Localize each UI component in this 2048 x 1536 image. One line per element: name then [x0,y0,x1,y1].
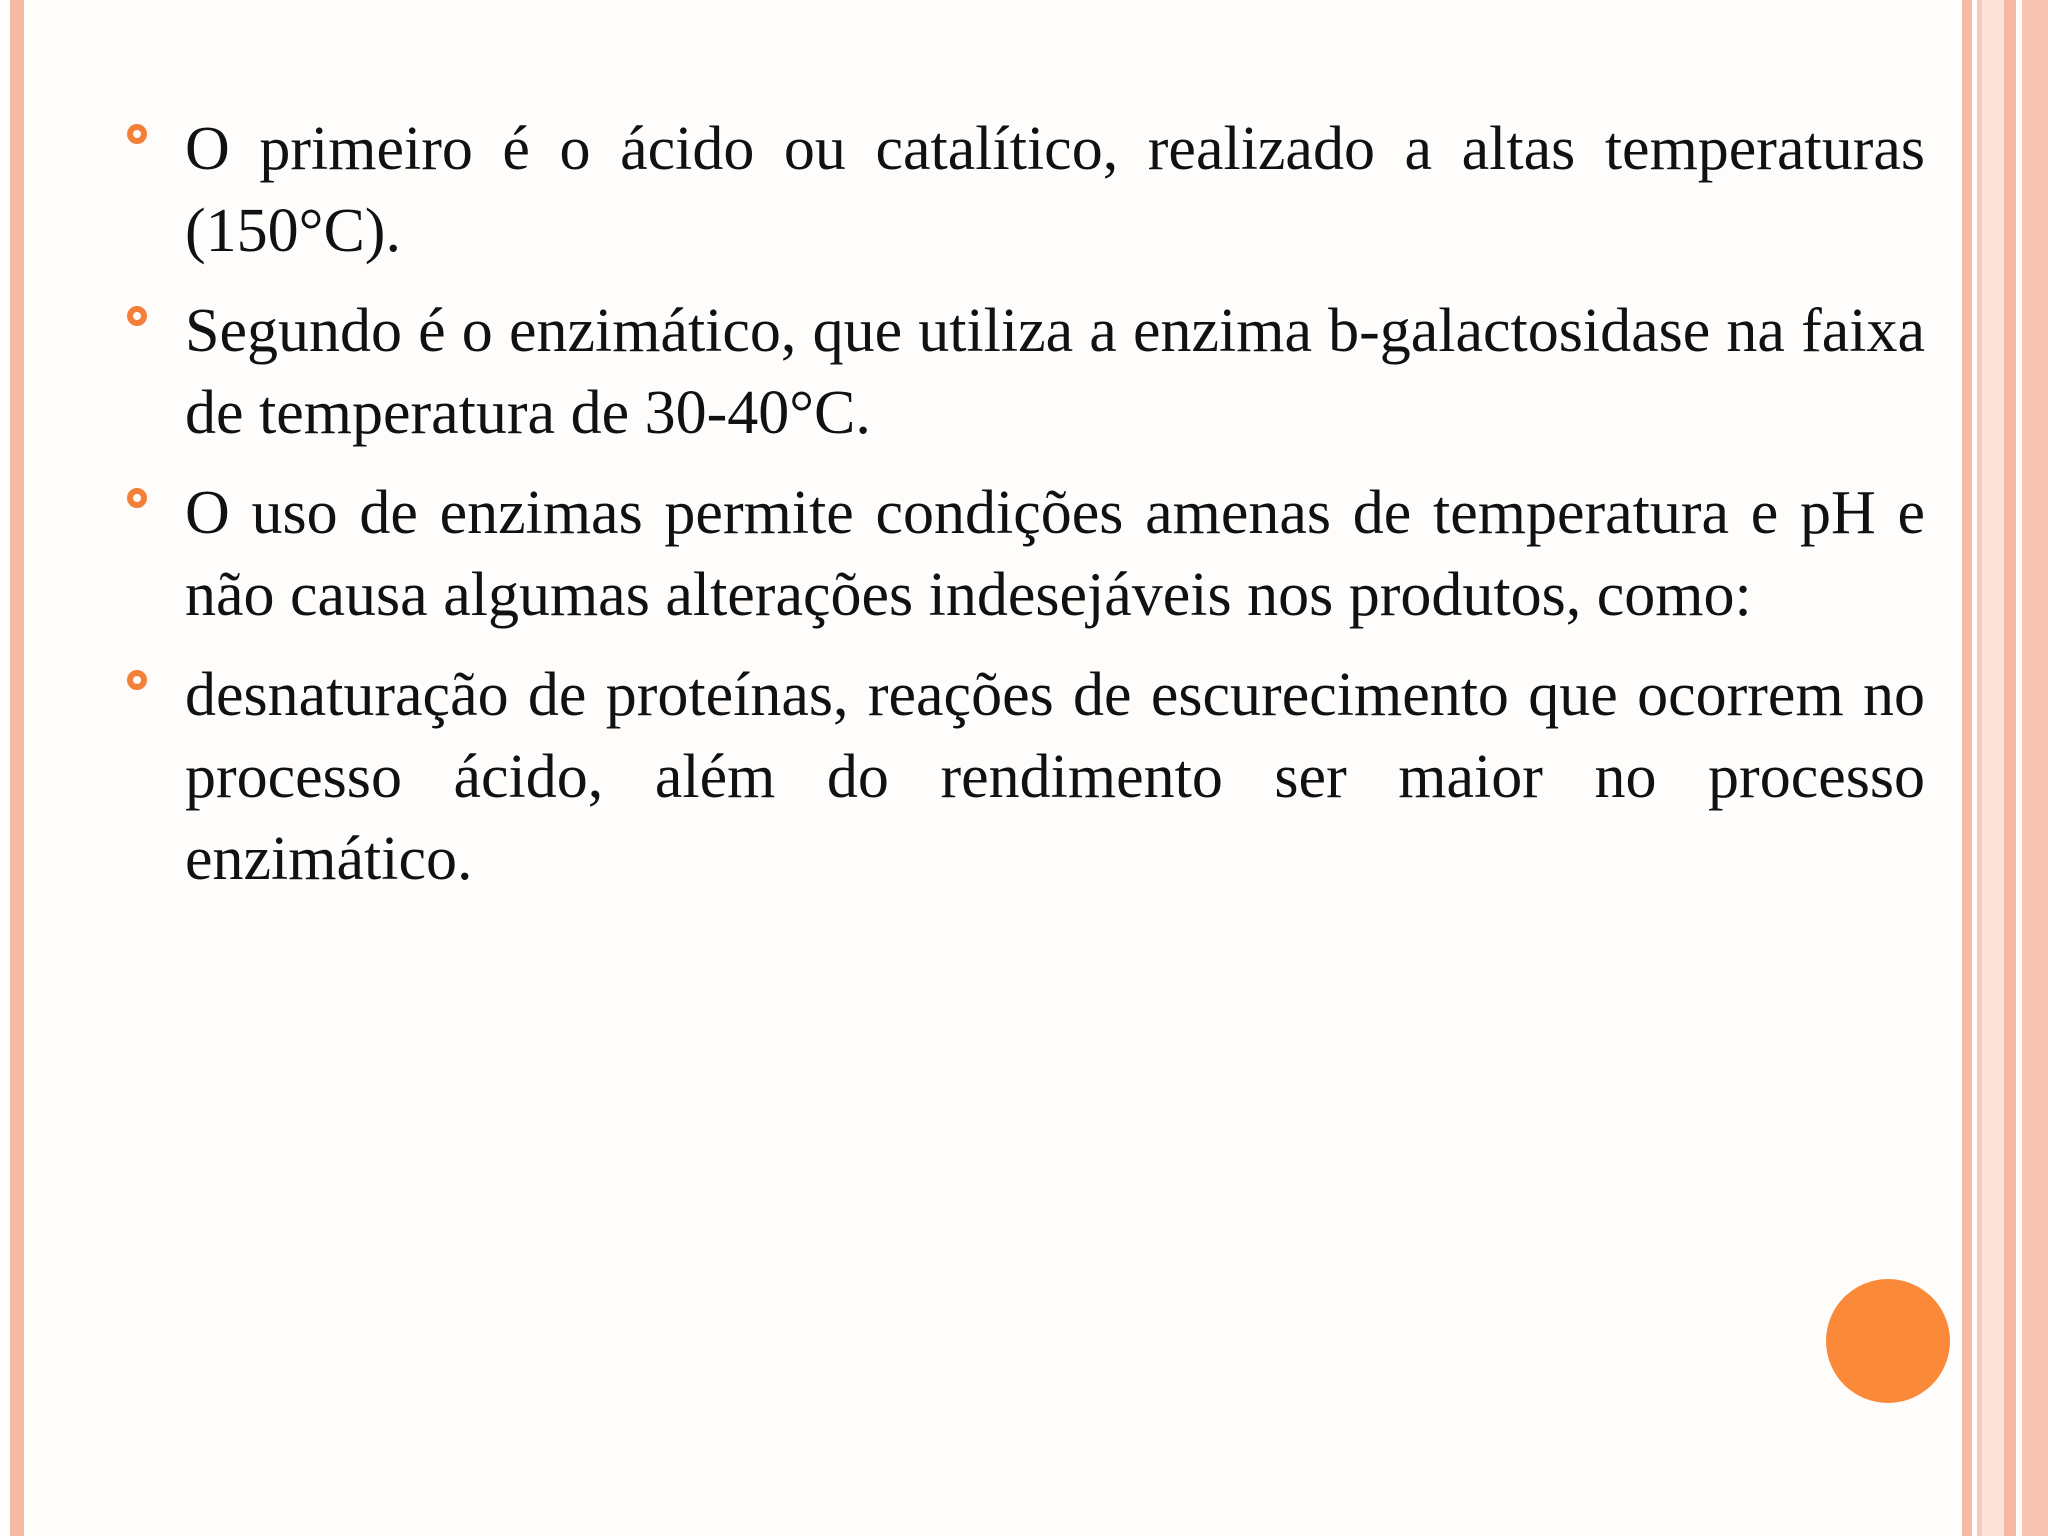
list-item [125,108,1925,272]
bullet-list [125,108,1925,918]
list-item [125,654,1925,900]
list-item [125,290,1925,454]
bullet-text: O uso de enzimas permite condições amenas de temperatura e pH e não causa algumas alterações indesejáveis nos produtos, como: [185,479,1925,629]
circle-bullet-icon [127,488,147,508]
right-border-stripe [1982,0,2004,1536]
right-border-stripe [1962,0,1972,1536]
right-border-stripe [2004,0,2016,1536]
circle-bullet-icon [127,306,147,326]
left-border-bar [10,0,24,1536]
bullet-text: Segundo é o enzimático, que utiliza a enzima b-galactosidase na faixa de temperatura de 30-40°C. [185,297,1925,447]
bullet-text: desnaturação de proteínas, reações de escurecimento que ocorrem no processo ácido, além do rendimento ser maior no processo enzimático. [185,661,1925,893]
bullet-text: O primeiro é o ácido ou catalítico, realizado a altas temperaturas (150°C). [185,115,1925,265]
list-item [125,472,1925,636]
decorative-circle [1826,1279,1950,1403]
circle-bullet-icon [127,124,147,144]
circle-bullet-icon [127,670,147,690]
right-border-stripe [2022,0,2048,1536]
